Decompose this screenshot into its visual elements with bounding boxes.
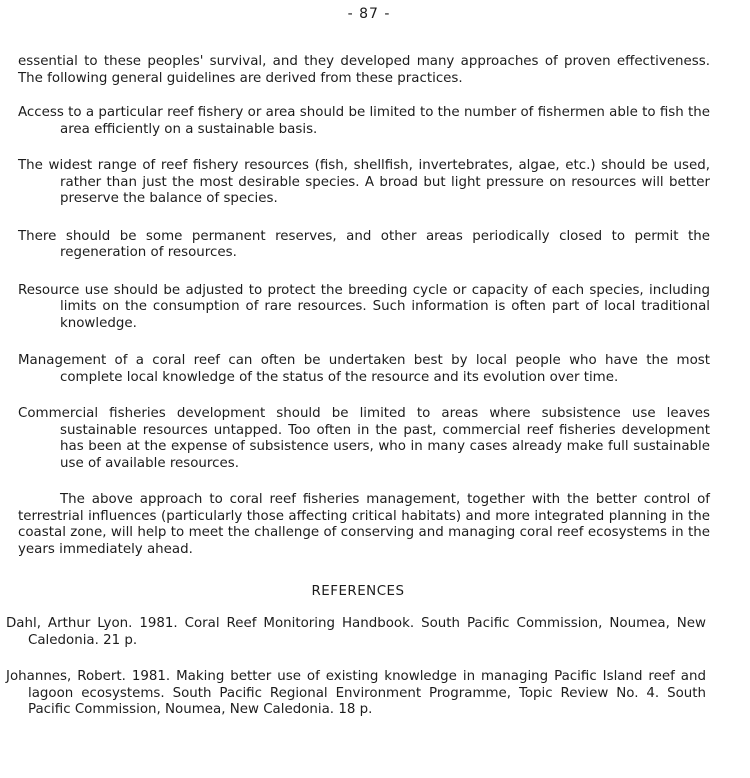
reference-item: Dahl, Arthur Lyon. 1981. Coral Reef Monitoring Handbook. South Pacific Commission, Noumea, New Caledonia. 21 p.	[6, 616, 706, 648]
references-heading: REFERENCES	[311, 584, 405, 599]
closing-paragraph: The above approach to coral reef fisheries management, together with the better control of terrestrial influences (particularly those affecting critical habitats) and more integrated planning in the coastal zone, will help to meet the challenge of conserving and managing coral reef ecosystems in the years immediately ahead.	[18, 492, 710, 557]
reference-item: Johannes, Robert. 1981. Making better use of existing knowledge in managing Pacific Island reef and lagoon ecosystems. South Pacific Regional Environment Programme, Topic Review No. 4. South Pacific Commission, Noumea, New Caledonia. 18 p.	[6, 669, 706, 717]
guideline-resource-range: The widest range of reef fishery resources (fish, shellfish, invertebrates, algae, etc.) should be used, rather than just the most desirable species. A broad but light pressure on resources will better preserve the balance of species.	[18, 158, 710, 206]
guideline-commercial-fisheries: Commercial fisheries development should be limited to areas where subsistence use leaves sustainable resources untapped. Too often in the past, commercial reef fisheries development has been at the expense of subsistence users, who in many cases already make full sustainable use of available resources.	[18, 406, 710, 471]
intro-paragraph: essential to these peoples' survival, and they developed many approaches of proven effectiveness. The following general guidelines are derived from these practices.	[18, 54, 710, 86]
guideline-local-management: Management of a coral reef can often be undertaken best by local people who have the most complete local knowledge of the status of the resource and its evolution over time.	[18, 353, 710, 385]
references-list	[6, 616, 706, 719]
guideline-reserves: There should be some permanent reserves, and other areas periodically closed to permit the regeneration of resources.	[18, 228, 710, 260]
guideline-access-limits: Access to a particular reef fishery or area should be limited to the number of fishermen able to fish the area efficiently on a sustainable basis.	[18, 105, 710, 137]
page-number: - 87 -	[347, 6, 391, 22]
body-text	[18, 54, 710, 558]
guideline-breeding-cycle: Resource use should be adjusted to protect the breeding cycle or capacity of each species, including limits on the consumption of rare resources. Such information is often part of local traditional knowledge.	[18, 282, 710, 331]
